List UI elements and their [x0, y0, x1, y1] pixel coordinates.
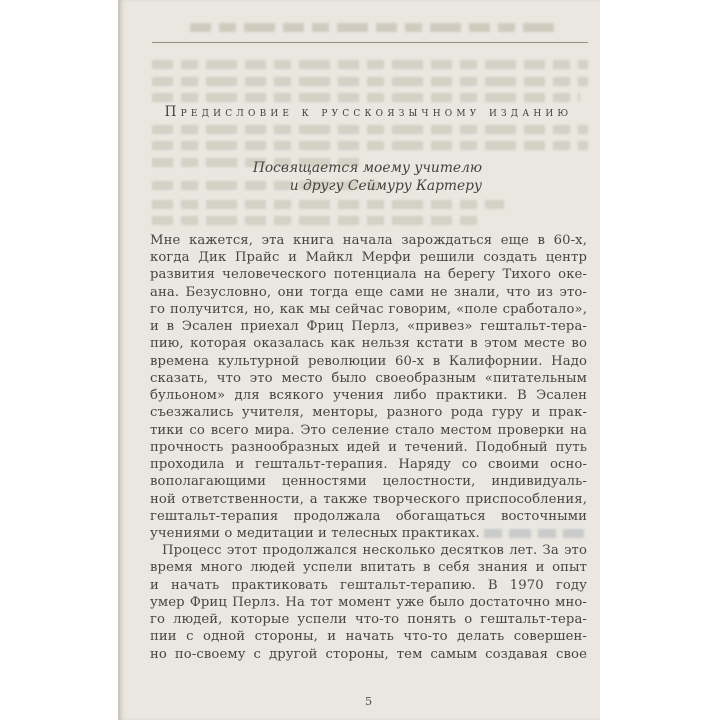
text-line: сказать, что это место было своеобразным «питательным: [150, 370, 587, 386]
text-line: когда Дик Прайс и Майкл Мерфи решили создать центр: [150, 250, 587, 266]
text-line: и начать практиковать гештальт-терапию. В 1970 году: [150, 577, 587, 593]
book-page: [118, 0, 600, 720]
ghost-text-line: [152, 77, 588, 86]
text-line: ана. Безусловно, они тогда еще сами не знали, что из это-: [150, 284, 587, 300]
chapter-heading: Предисловие к русскоязычному изданию: [164, 104, 573, 120]
text-line: учениями о медитации и телесных практиках.: [150, 525, 480, 541]
text-line: Мне кажется, эта книга начала зарождаться еще в 60-х,: [150, 233, 587, 248]
ghost-text-line: [152, 125, 588, 134]
text-line: время много людей успели впитать в себя знания и опыт: [150, 560, 587, 576]
ghost-text-line: [190, 23, 562, 32]
dedication-line: и другу Сеймуру Картеру: [289, 177, 482, 194]
text-line: вополагающими ценностями целостности, индивидуаль-: [150, 474, 587, 490]
text-line: умер Фриц Перлз. На тот момент уже было достаточно мно-: [150, 594, 587, 610]
header-rule: [152, 42, 588, 43]
text-line: но по-своему с другой стороны, тем самым создавая свое: [150, 646, 587, 662]
text-line: и в Эсален приехал Фриц Перлз, «привез» гештальт-тера-: [150, 319, 587, 335]
text-line: пии с одной стороны, и начать что-то делать совершен-: [150, 629, 587, 645]
ghost-text-line: [152, 216, 484, 225]
text-line: проходила и гештальт-терапия. Наряду со своими осно-: [150, 457, 587, 473]
text-line: тики со всего мира. Это селение стало местом проверки на: [150, 422, 587, 438]
text-line: пию, которая оказалась как нельзя кстати в этом месте во: [150, 336, 587, 352]
text-line: прочность разнообразных идей и течений. Подобный путь: [150, 439, 587, 455]
body-text: [150, 232, 587, 663]
page-number: 5: [364, 694, 373, 708]
text-line: развития человеческого потенциала на берегу Тихого оке-: [150, 267, 587, 283]
text-line: времена культурной революции 60-х в Калифорнии. Надо: [150, 353, 587, 369]
dedication-line: Посвящается моему учителю: [252, 160, 482, 176]
text-line: го людей, которые успели что-то понять о гештальт-тера-: [150, 612, 587, 628]
text-line: бульоном» для всякого учения либо практики. В Эсален: [150, 388, 587, 404]
ghost-text-line: [152, 141, 588, 150]
text-line: гештальт-терапия продолжала обогащаться восточными: [150, 508, 587, 524]
paragraph: [150, 542, 587, 663]
text-line: съезжались учителя, менторы, разного рода гуру и прак-: [150, 405, 587, 421]
ghost-text-line: [152, 93, 580, 102]
text-line: ной ответственности, а также творческого приспособления,: [150, 491, 587, 507]
text-line: Процесс этот продолжался несколько десятков лет. За это: [162, 543, 587, 559]
dedication-block: [150, 160, 482, 195]
ghost-text-line: [152, 60, 588, 69]
ghost-text-line: [152, 200, 504, 209]
text-line: го получится, но, как мы сейчас говорим, «поле сработало»,: [150, 301, 587, 317]
paragraph: [150, 232, 587, 542]
